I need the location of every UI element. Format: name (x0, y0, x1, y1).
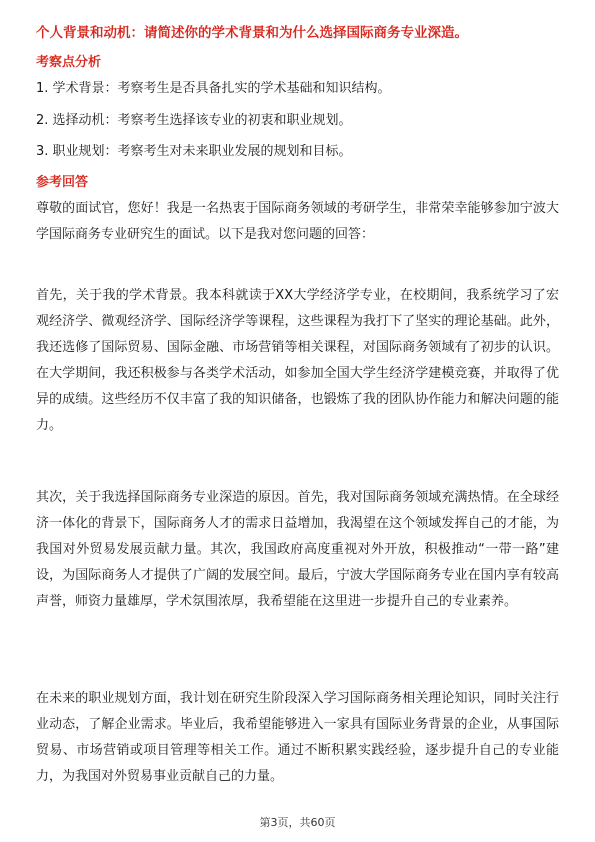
answer-paragraph: 在未来的职业规划方面，我计划在研究生阶段深入学习国际商务相关理论知识，同时关注行业动态，了解企业需求。毕业后，我希望能够进入一家具有国际业务背景的企业，从事国际贸易、市场营销或项目管理等相关工作。通过不断积累实践经验，逐步提升自己的专业能力，为我国对外贸易事业贡献自己的力量。 (36, 691, 559, 784)
answer-paragraph: 首先，关于我的学术背景。我本科就读于XX大学经济学专业，在校期间，我系统学习了宏观经济学、微观经济学、国际经济学等课程，这些课程为我打下了坚实的理论基础。此外，我还选修了国际贸易、国际金融、市场营销等相关课程，对国际商务领域有了初步的认识。在大学期间，我还积极参与各类学术活动，如参加全国大学生经济学建模竞赛，并取得了优异的成绩。这些经历不仅丰富了我的知识储备，也锻炼了我的团队协作能力和解决问题的能力。 (36, 288, 559, 433)
analysis-item: 3. 职业规划：考察考生对未来职业发展的规划和目标。 (36, 144, 352, 159)
question-title: 个人背景和动机：请简述你的学术背景和为什么选择国际商务专业深造。 (36, 25, 468, 41)
analysis-item: 2. 选择动机：考察考生选择该专业的初衷和职业规划。 (36, 113, 352, 128)
answer-paragraph: 其次，关于我选择国际商务专业深造的原因。首先，我对国际商务领域充满热情。在全球经济一体化的背景下，国际商务人才的需求日益增加，我渴望在这个领域发挥自己的才能，为我国对外贸易发展贡献力量。其次，我国政府高度重视对外开放，积极推动“一带一路”建设，为国际商务人才提供了广阔的发展空间。最后，宁波大学国际商务专业在国内享有较高声誉，师资力量雄厚，学术氛围浓厚，我希望能在这里进一步提升自己的专业素养。 (36, 490, 559, 609)
answer-paragraph: 尊敬的面试官，您好！我是一名热衷于国际商务领域的考研学生，非常荣幸能够参加宁波大学国际商务专业研究生的面试。以下是我对您问题的回答： (36, 201, 559, 242)
analysis-item: 1. 学术背景：考察考生是否具备扎实的学术基础和知识结构。 (36, 81, 391, 96)
analysis-heading: 考察点分析 (36, 55, 102, 70)
answer-heading: 参考回答 (36, 175, 89, 190)
page-number: 第3页，共60页 (259, 816, 336, 829)
